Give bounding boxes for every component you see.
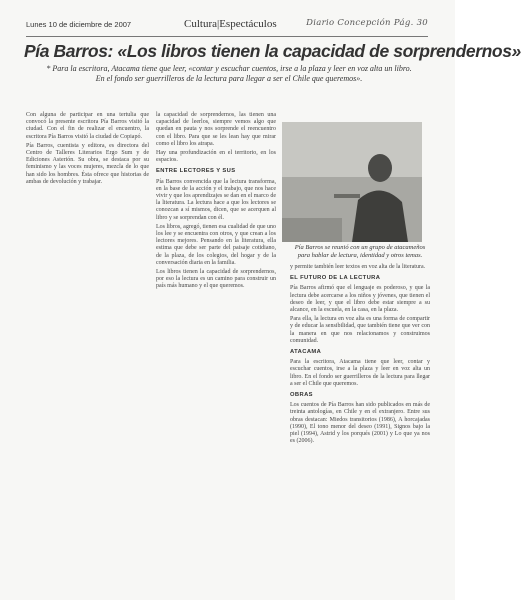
article-headline: Pía Barros: «Los libros tienen la capacidad de sorprendernos»: [24, 41, 521, 61]
article-subhead: ENTRE LECTORES Y SUS: [156, 168, 236, 175]
article-column-1: [26, 112, 149, 204]
article-subhead: OBRAS: [290, 392, 313, 399]
column-paragraph: Pía Barros, cuentista y editora, es directora del Centro de Talleres Literarios Ergo Sum y de Ediciones Asterión. Su obra, se destaca por su feminismo y las voces mujeres, mezcla de lo que han sido los hombres. Ésta ofrece que historias de ambas de devolución y trabajar.: [26, 142, 149, 185]
article-column-3: [290, 112, 430, 587]
section-name: Cultura|Espectáculos: [184, 18, 277, 30]
page-header: [26, 18, 428, 34]
photo-spacer: [290, 112, 430, 264]
article-subhead: EL FUTURO DE LA LECTURA: [290, 275, 381, 282]
column-paragraph: Pía Barros afirmó que el lenguaje es poderoso, y que la lectura debe acercarse a los niños y jóvenes, que tienen el deseo de leer, y que el libro debe estar siempre a su alcance, en la escuela, en la casa, en la plaza.: [290, 285, 430, 314]
column-paragraph: y permite también leer textos en voz alta de la literatura.: [290, 264, 426, 270]
header-rule: [26, 36, 428, 37]
article-deck: * Para la escritora, Atacama tiene que leer, «contar y escuchar cuentos, irse a la plaza y leer en voz alta un libro. En el fondo ser guerrilleros de la lectura para llegar a ser el Chile que queremos».: [46, 64, 412, 84]
column-paragraph: la capacidad de sorprendernos, las tienen una capacidad de leerlos, siempre vemos algo que quedan en pauta y nos sorprende el reencuentro con el libro. Para que se les lean hay que mirar como el libro los atrapa.: [156, 112, 276, 147]
column-paragraph: Pía Barros convencida que la lectura transforma, en la base de la acción y el trabajo, que nos hace vivir y que los aprendizajes se dan en el marco de la literatura. La lectura hace a que los lectores se conozcan a sí mismos, dicen, que se acerquen al libro y se sorprendan con él.: [156, 178, 276, 221]
column-paragraph: Con alguna de participar en una tertulia que convocó la presente escritora Pía Barros visitó la ciudad. Con el fin de realizar el encuentro, la escritora Pía Barros visitó la ciudad de Copiapó.: [26, 112, 149, 140]
column-paragraph: Los cuentos de Pía Barros han sido publicados en más de treinta antologías, en Chile y en el extranjero. Entre sus obras destacan: Miedos transitorios (1986), A horcajadas (1990), El tono menor del deseo (1991), Signos bajo la piel (1994), Astrid y los porqués (2001) y Lo que ya nos es (2006).: [290, 402, 430, 445]
column-paragraph: Para ella, la lectura en voz alta es una forma de compartir y de educar la sensibilidad, que también tiene que ver con la manera en que nos relacionamos y construimos comunidad.: [290, 316, 430, 344]
handwritten-annotation: Diario Concepción Pág. 30: [306, 18, 428, 28]
photo-caption: Pía Barros se reunió con un grupo de atacameños para hablar de lectura, identidad y otros temas.: [294, 244, 426, 259]
column-paragraph: Hay una profundización en el territorio, en los espacios.: [156, 150, 276, 164]
column-paragraph: Los libros tienen la capacidad de sorprendernos, por eso la lectura es un camino para construir un país más humano y el que queremos.: [156, 269, 276, 290]
article-column-2: [156, 112, 276, 577]
article-subhead: ATACAMA: [290, 349, 322, 356]
column-paragraph: Los libros, agregó, tienen esa cualidad de que uno los lee y se encuentra con otros, y que crean a los lectores mejores. Pensando en la literatura, ella estima que debe ser parte del paisaje cotidiano, de la plaza, de los colegios, del hogar y de la conversación diaria en la familia.: [156, 223, 276, 266]
column-paragraph: Para la escritora, Atacama tiene que leer, contar y escuchar cuentos, irse a la plaza y leer en voz alta un libro. En el fondo ser guerrilleros de la lectura para llegar a ser el Chile que queremos.: [290, 359, 430, 387]
issue-date: Lunes 10 de diciembre de 2007: [26, 20, 132, 29]
